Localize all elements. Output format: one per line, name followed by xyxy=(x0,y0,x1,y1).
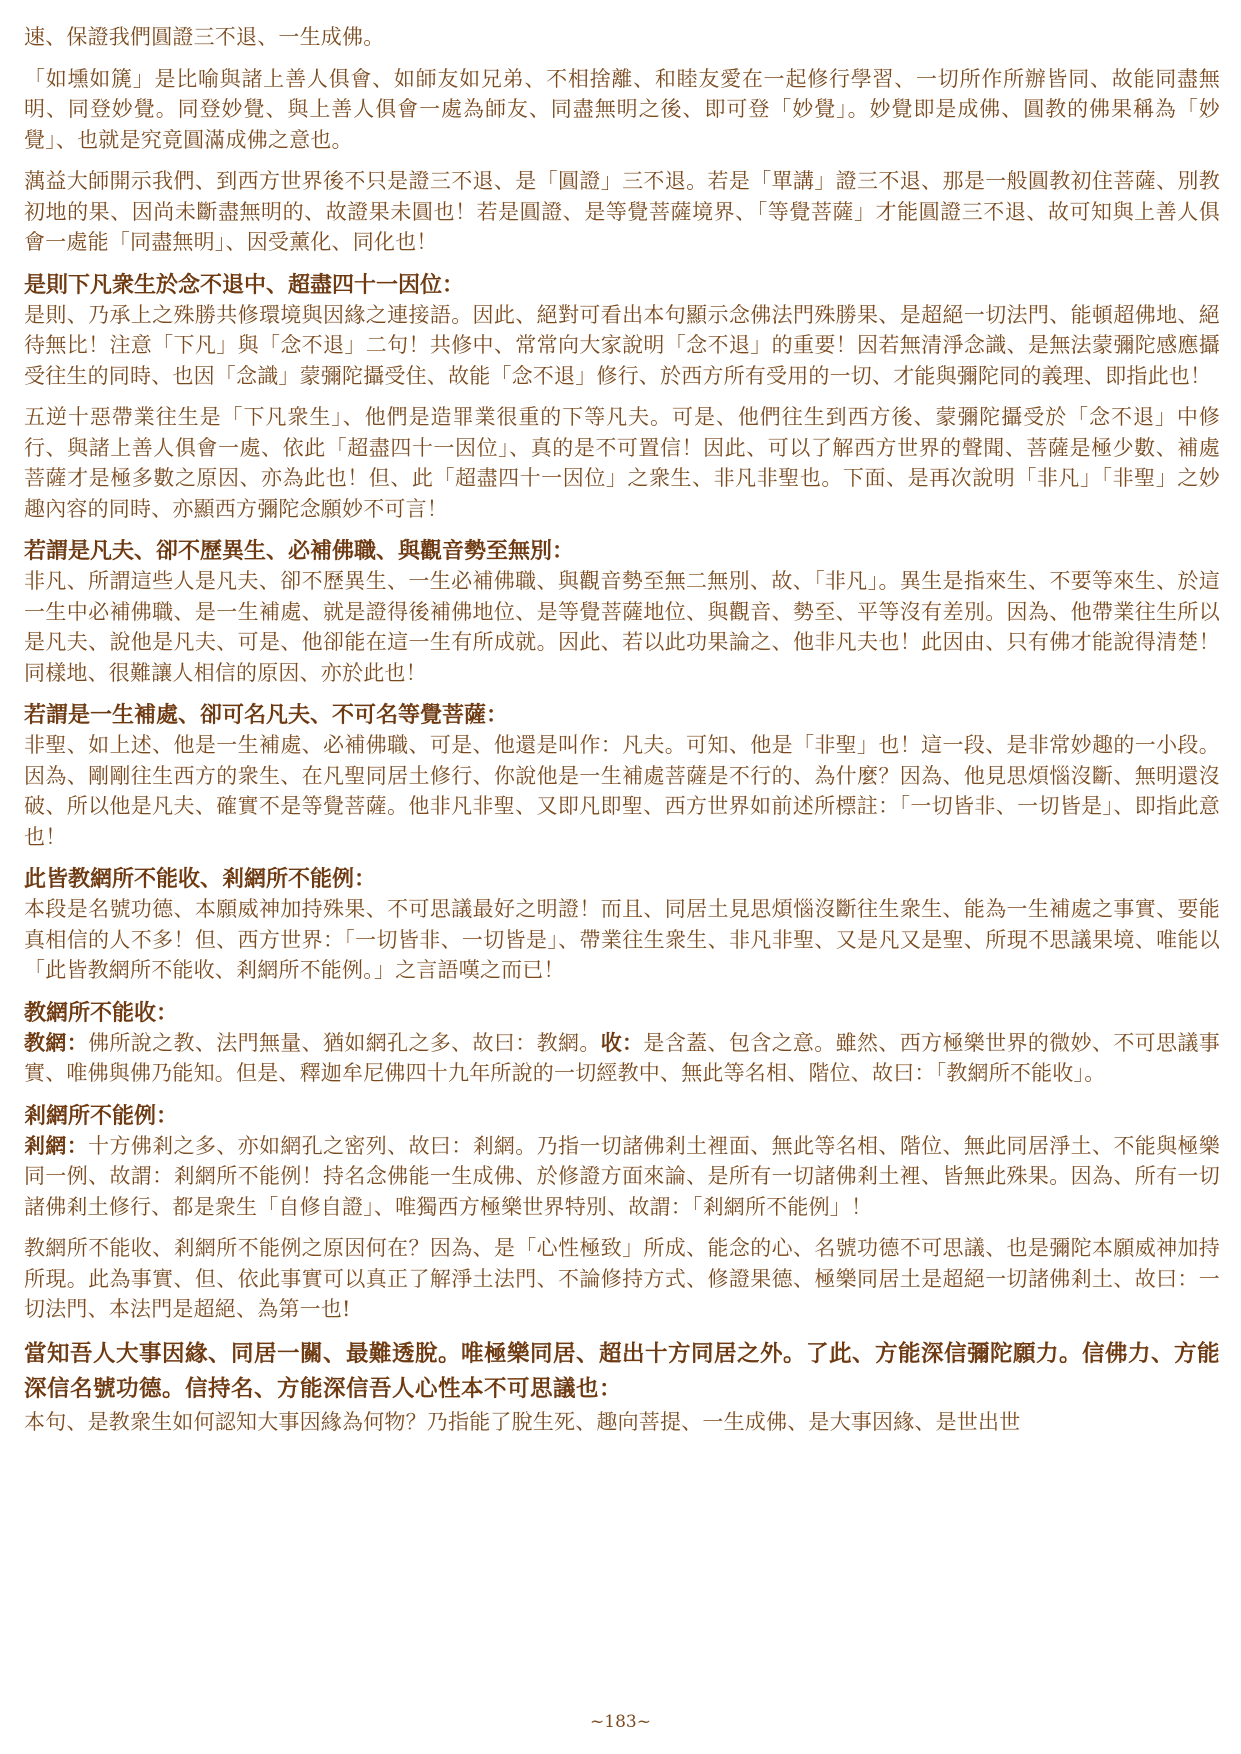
paragraph: 是則、乃承上之殊勝共修環境與因緣之連接語。因此、絕對可看出本句顯示念佛法門殊勝果、是超絕一切法門、能頓超佛地、絕待無比！注意「下凡」與「念不退」二句！共修中、常常向大家說明「念不退」的重要！因若無清淨念識、是無法蒙彌陀感應攝受往生的同時、也因「念識」蒙彌陀攝受住、故能「念不退」修行、於西方所有受用的一切、才能與彌陀同的義理、即指此也！ xyxy=(24,302,1220,388)
keyword: 收： xyxy=(600,1029,644,1055)
paragraph-text: 是含蓋、包含之意。雖然、西方極樂世界的微妙、不可思議事實、唯佛與佛乃能知。但是、釋迦牟尼佛四十九年所說的一切經教中、無此等名相、階位、故曰：「教網所不能收」。 xyxy=(24,1030,1220,1085)
paragraph xyxy=(24,1131,1220,1223)
keyword: 剎網： xyxy=(24,1132,89,1158)
paragraph: 非凡、所謂這些人是凡夫、卻不歷異生、一生必補佛職、與觀音勢至無二無別、故、「非凡」。異生是指來生、不要等來生、於這一生中必補佛職、是一生補處、就是證得後補佛地位、是等覺菩薩地位、與觀音、勢至、平等沒有差別。因為、他帶業往生所以是凡夫、說他是凡夫、可是、他卻能在這一生有所成就。因此、若以此功果論之、他非凡夫也！此因由、只有佛才能說得清楚！同樣地、很難讓人相信的原因、亦於此也！ xyxy=(24,569,1220,685)
paragraph: 非聖、如上述、他是一生補處、必補佛職、可是、他還是叫作：凡夫。可知、他是「非聖」也！這一段、是非常妙趣的一小段。因為、剛剛往生西方的衆生、在凡聖同居土修行、你說他是一生補處菩薩是不行的、為什麼？因為、他見思煩惱沒斷、無明還沒破、所以他是凡夫、確實不是等覺菩薩。他非凡非聖、又即凡即聖、西方世界如前述所標註：「一切皆非、一切皆是」、即指此意也！ xyxy=(24,733,1220,849)
paragraph: 本段是名號功德、本願威神加持殊果、不可思議最好之明證！而且、同居土見思煩惱沒斷往生衆生、能為一生補處之事實、要能真相信的人不多！但、西方世界：「一切皆非、一切皆是」、帶業往生衆生、非凡非聖、又是凡又是聖、所現不思議果境、唯能以「此皆教網所不能收、剎網所不能例。」之言語嘆之而已！ xyxy=(24,897,1220,982)
section-heading: 剎網所不能例： xyxy=(24,1102,179,1129)
page-number: ~183~ xyxy=(590,1712,651,1732)
paragraph: 五逆十惡帶業往生是「下凡衆生」、他們是造罪業很重的下等凡夫。可是、他們往生到西方後、蒙彌陀攝受於「念不退」中修行、與諸上善人俱會一處、依此「超盡四十一因位」、真的是不可置信！因此、可以了解西方世界的聲聞、菩薩是極少數、補處菩薩才是極多數之原因、亦為此也！但、此「超盡四十一因位」之衆生、非凡非聖也。下面、是再次說明「非凡」「非聖」之妙趣內容的同時、亦顯西方彌陀念願妙不可言！ xyxy=(24,405,1220,521)
section-heading: 若謂是凡夫、卻不歷異生、必補佛職、與觀音勢至無別： xyxy=(24,538,575,564)
section-heading: 若謂是一生補處、卻可名凡夫、不可名等覺菩薩： xyxy=(24,702,509,728)
paragraph: 蕅益大師開示我們、到西方世界後不只是證三不退、是「圓證」三不退。若是「單講」證三不退、那是一般圓教初住菩薩、別教初地的果、因尚未斷盡無明的、故證果未圓也！若是圓證、是等覺菩薩境界、「等覺菩薩」才能圓證三不退、故可知與上善人俱會一處能「同盡無明」、因受薰化、同化也！ xyxy=(24,169,1220,254)
document-body xyxy=(24,22,1220,1437)
section-heading: 當知吾人大事因緣、同居一關、最難透脫。唯極樂同居、超出十方同居之外。了此、方能深信彌陀願力。信佛力、方能深信名號功德。信持名、方能深信吾人心性本不可思議也： xyxy=(24,1340,1221,1402)
paragraph: 教網所不能收、剎網所不能例之原因何在？因為、是「心性極致」所成、能念的心、名號功德不可思議、也是彌陀本願威神加持所現。此為事實、但、依此事實可以真正了解淨土法門、不論修持方式、修證果德、極樂同居土是超絕一切諸佛剎土、故曰：一切法門、本法門是超絕、為第一也! xyxy=(24,1236,1220,1321)
keyword: 教網： xyxy=(24,1029,89,1055)
paragraph-text: 佛所說之教、法門無量、猶如網孔之多、故曰：教網。 xyxy=(88,1030,601,1055)
section-heading: 是則下凡衆生於念不退中、超盡四十一因位： xyxy=(24,271,465,298)
paragraph: 本句、是教衆生如何認知大事因緣為何物？乃指能了脫生死、趣向菩提、一生成佛、是大事因緣、是世出世 xyxy=(24,1409,1021,1434)
paragraph: 速、保證我們圓證三不退、一生成佛。 xyxy=(24,25,385,49)
paragraph xyxy=(24,1028,1220,1089)
paragraph-text: 十方佛剎之多、亦如網孔之密列、故曰：剎網。乃指一切諸佛剎土裡面、無此等名相、階位、無此同居淨土、不能與極樂同一例、故謂：剎網所不能例！持名念佛能一生成佛、於修證方面來論、是所有一切諸佛剎土裡、皆無此殊果。因為、所有一切諸佛剎土修行、都是衆生「自修自證」、唯獨西方極樂世界特別、故謂：「剎網所不能例」！ xyxy=(24,1133,1220,1219)
paragraph: 「如壎如篪」是比喻與諸上善人俱會、如師友如兄弟、不相捨離、和睦友愛在一起修行學習、一切所作所辦皆同、故能同盡無明、同登妙覺。同登妙覺、與上善人俱會一處為師友、同盡無明之後、即可登「妙覺」。妙覺即是成佛、圓教的佛果稱為「妙覺」、也就是究竟圓滿成佛之意也。 xyxy=(24,66,1220,152)
section-heading: 教網所不能收： xyxy=(24,999,179,1026)
section-heading: 此皆教網所不能收、剎網所不能例： xyxy=(24,866,377,892)
